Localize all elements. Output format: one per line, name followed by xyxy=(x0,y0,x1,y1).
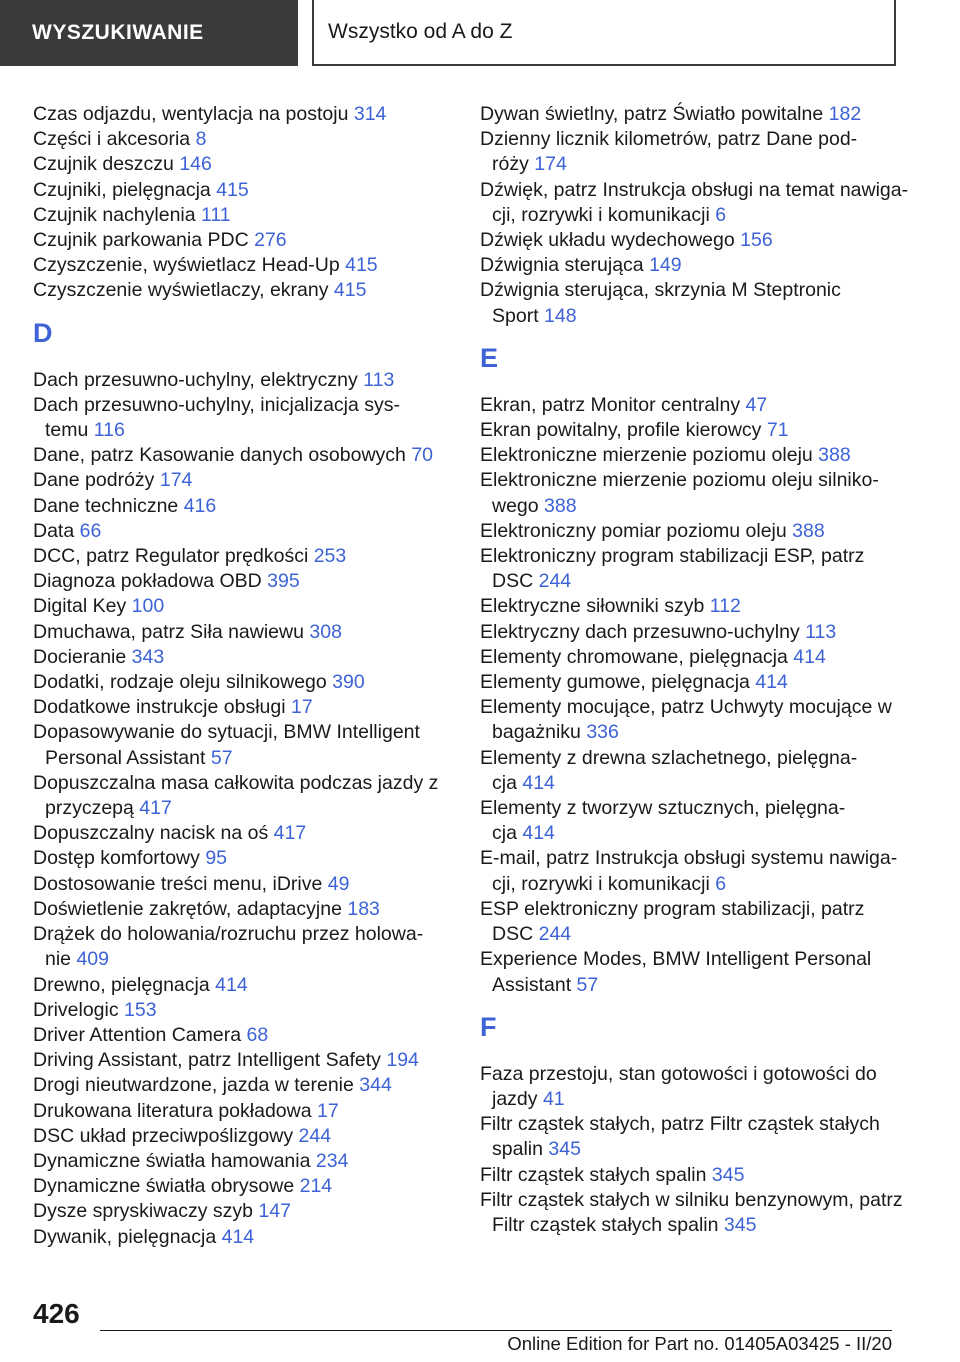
index-entry xyxy=(480,620,900,645)
page-link[interactable]: 6 xyxy=(715,872,727,895)
index-entry xyxy=(33,1073,443,1098)
index-column-right xyxy=(480,102,909,1238)
index-entry xyxy=(33,695,443,720)
page-link[interactable]: 100 xyxy=(131,595,165,618)
page-link[interactable]: 6 xyxy=(715,203,727,226)
page-link[interactable]: 395 xyxy=(267,570,300,593)
index-entry-text: Elektryczny dach przesuwno-uchylny xyxy=(480,620,800,643)
index-entry xyxy=(480,253,900,278)
index-entry xyxy=(480,418,900,443)
index-entry-text: Experience Modes, BMW Intelligent Personal xyxy=(480,948,872,971)
index-entry-text: Dostosowanie treści menu, iDrive xyxy=(33,872,323,895)
index-entry xyxy=(33,203,443,228)
index-entry-text: Elektroniczny pomiar poziomu oleju xyxy=(480,519,787,542)
page-link[interactable]: 244 xyxy=(298,1124,332,1147)
index-entry-text: Elektroniczne mierzenie poziomu oleju xyxy=(480,444,813,467)
page-link[interactable]: 336 xyxy=(586,721,619,744)
index-entry xyxy=(33,872,443,897)
index-entry xyxy=(33,178,443,203)
page-link[interactable]: 47 xyxy=(745,393,768,416)
page-link[interactable]: 57 xyxy=(210,746,233,769)
index-entry xyxy=(33,846,443,871)
index-entry-text: E-mail, patrz Instrukcja obsługi systemu nawiga- xyxy=(480,847,898,870)
index-entry xyxy=(33,998,443,1023)
page-link[interactable]: 253 xyxy=(313,545,347,568)
page-link[interactable]: 234 xyxy=(315,1149,349,1172)
page-link[interactable]: 66 xyxy=(79,519,102,542)
index-entry xyxy=(480,594,900,619)
index-entry-text: Assistant xyxy=(492,973,572,996)
page-link[interactable]: 49 xyxy=(327,872,350,895)
page-link[interactable]: 415 xyxy=(333,279,367,302)
page-link[interactable]: 68 xyxy=(246,1023,269,1046)
index-entry xyxy=(33,544,443,569)
index-entry xyxy=(33,228,443,253)
index-entry xyxy=(33,1023,443,1048)
index-entry xyxy=(480,278,900,328)
index-entry xyxy=(480,1188,903,1238)
index-entry xyxy=(33,519,443,544)
page-link[interactable]: 345 xyxy=(548,1138,581,1161)
index-entry-text: Ekran powitalny, profile kierowcy xyxy=(480,419,762,442)
page-link[interactable]: 314 xyxy=(353,103,387,125)
index-entry xyxy=(480,468,900,518)
page-link[interactable]: 414 xyxy=(215,973,248,996)
page-link[interactable]: 417 xyxy=(273,822,307,845)
index-entry xyxy=(480,1163,900,1188)
index-entry xyxy=(33,468,443,493)
index-entry-text: DSC układ przeciwpoślizgowy xyxy=(33,1124,294,1147)
index-entry xyxy=(480,695,900,745)
index-entry-text: Docieranie xyxy=(33,645,127,668)
page-link[interactable]: 415 xyxy=(345,254,378,277)
index-entry xyxy=(33,1048,443,1073)
index-entry xyxy=(33,771,443,821)
index-entry xyxy=(33,368,443,393)
index-entry-text: Elementy mocujące, patrz Uchwyty mocujące w xyxy=(480,696,892,719)
page-link[interactable]: 276 xyxy=(254,229,287,252)
index-entry xyxy=(33,670,443,695)
index-entry xyxy=(480,443,900,468)
page-link[interactable]: 308 xyxy=(309,620,342,643)
page-link[interactable]: 414 xyxy=(522,771,555,794)
page-link[interactable]: 71 xyxy=(766,419,789,442)
index-entry-text: Digital Key xyxy=(33,595,127,618)
index-entry-text: Elektryczne siłowniki szyb xyxy=(480,595,705,618)
index-entry-text: Dostęp komfortowy xyxy=(33,847,200,870)
index-entry-text: nie xyxy=(45,948,72,971)
index-entry-text: Dywanik, pielęgnacja xyxy=(33,1225,217,1248)
index-entry-text: Sport xyxy=(492,304,539,327)
index-entry-text: bagażniku xyxy=(492,721,581,744)
index-entry-text: Czujnik deszczu xyxy=(33,153,174,176)
index-entry xyxy=(480,897,900,947)
index-entry-text: temu xyxy=(45,419,89,442)
index-entry-text: jazdy xyxy=(492,1087,538,1110)
index-entry-text: Części i akcesoria xyxy=(33,128,191,151)
index-entry xyxy=(33,393,443,443)
index-entry-text: Elementy chromowane, pielęgnacja xyxy=(480,645,788,668)
page-link[interactable]: 17 xyxy=(290,696,313,719)
index-entry-text: Elektroniczny program stabilizacji ESP, patrz xyxy=(480,545,865,568)
index-entry-text: Dywan świetlny, patrz Światło powitalne xyxy=(480,103,824,125)
index-entry-text: DCC, patrz Regulator prędkości xyxy=(33,545,309,568)
index-entry-text: Dźwięk układu wydechowego xyxy=(480,229,735,252)
index-entry-text: róży xyxy=(492,153,529,176)
index-entry xyxy=(480,947,900,997)
index-entry xyxy=(33,1199,443,1224)
page-link[interactable]: 414 xyxy=(221,1225,255,1248)
index-entry xyxy=(33,594,443,619)
index-entry-text: Dopuszczalny nacisk na oś xyxy=(33,822,269,845)
index-entry-text: Czyszczenie wyświetlaczy, ekrany xyxy=(33,279,329,302)
page-link[interactable]: 70 xyxy=(411,444,434,467)
page-link[interactable]: 147 xyxy=(258,1200,291,1223)
chapter-title: Wszystko od A do Z xyxy=(312,0,896,66)
index-entry xyxy=(33,645,443,670)
index-entry xyxy=(480,1062,900,1112)
page-link[interactable]: 146 xyxy=(179,153,212,176)
page-link[interactable]: 113 xyxy=(363,368,395,391)
page-link[interactable]: 112 xyxy=(709,595,741,618)
page-link[interactable]: 414 xyxy=(755,671,788,694)
index-entry xyxy=(33,922,443,972)
index-entry xyxy=(33,1225,443,1250)
index-entry-text: ESP elektroniczny program stabilizacji, patrz xyxy=(480,897,865,920)
page-link[interactable]: 416 xyxy=(183,494,217,517)
index-entry-text: Filtr cząstek stałych spalin xyxy=(492,1213,719,1236)
index-entry xyxy=(33,720,443,770)
page-link[interactable]: 388 xyxy=(544,494,577,517)
page-header xyxy=(0,0,960,66)
index-entry xyxy=(33,1149,443,1174)
index-entry xyxy=(33,443,443,468)
page-link[interactable]: 414 xyxy=(522,822,555,845)
index-entry xyxy=(480,645,900,670)
index-entry xyxy=(480,846,900,896)
index-entry xyxy=(480,102,900,127)
page-link[interactable]: 174 xyxy=(534,153,567,176)
index-entry-text: Driving Assistant, patrz Intelligent Safety xyxy=(33,1049,381,1072)
index-entry-text: cji, rozrywki i komunikacji xyxy=(492,872,710,895)
page-link[interactable]: 345 xyxy=(723,1213,757,1236)
page-link[interactable]: 111 xyxy=(201,203,231,226)
page-link[interactable]: 116 xyxy=(93,419,125,442)
index-entry-text: Elementy z tworzyw sztucznych, pielęgna- xyxy=(480,797,846,820)
index-entry-text: DSC xyxy=(492,923,534,946)
index-entry-text: Czujniki, pielęgnacja xyxy=(33,178,211,201)
index-entry-text: Dopuszczalna masa całkowita podczas jazdy z xyxy=(33,771,439,794)
index-entry xyxy=(33,152,443,177)
page-link[interactable]: 244 xyxy=(538,923,572,946)
page-link[interactable]: 344 xyxy=(359,1074,392,1097)
index-entry xyxy=(480,796,900,846)
index-entry xyxy=(33,897,443,922)
index-entry xyxy=(480,1112,900,1162)
index-entry-text: Drukowana literatura pokładowa xyxy=(33,1099,312,1122)
index-entry-text: Filtr cząstek stałych, patrz Filtr cząstek stałych xyxy=(480,1113,880,1136)
page-link[interactable]: 414 xyxy=(793,645,826,668)
index-entry-text: cji, rozrywki i komunikacji xyxy=(492,203,710,226)
index-entry-text: Czyszczenie, wyświetlacz Head-Up xyxy=(33,254,340,277)
index-entry-text: Czujnik parkowania PDC xyxy=(33,229,249,252)
index-column-left xyxy=(33,102,443,1250)
index-entry-text: Data xyxy=(33,519,75,542)
edition-note: Online Edition for Part no. 01405A03425 - II/20 xyxy=(507,1333,892,1354)
index-entry-text: Personal Assistant xyxy=(45,746,206,769)
index-entry-text: Filtr cząstek stałych spalin xyxy=(480,1163,707,1186)
index-entry-text: spalin xyxy=(492,1138,543,1161)
page-link[interactable]: 345 xyxy=(711,1163,745,1186)
page-link[interactable]: 17 xyxy=(317,1099,339,1122)
index-entry xyxy=(480,519,900,544)
page-link[interactable]: 194 xyxy=(386,1049,419,1072)
index-entry xyxy=(33,569,443,594)
index-entry-text: Dysze spryskiwaczy szyb xyxy=(33,1200,253,1223)
index-entry-text: cja xyxy=(492,771,517,794)
footer-divider xyxy=(100,1330,892,1331)
page-link[interactable]: 244 xyxy=(538,570,572,593)
index-entry-text: Drogi nieutwardzone, jazda w terenie xyxy=(33,1074,354,1097)
page-link[interactable]: 388 xyxy=(792,519,825,542)
index-entry-text: Dane, patrz Kasowanie danych osobowych xyxy=(33,444,406,467)
index-entry-text: Faza przestoju, stan gotowości i gotowości do xyxy=(480,1062,877,1085)
page-link[interactable]: 57 xyxy=(576,973,599,996)
index-entry-text: wego xyxy=(492,494,539,517)
page-link[interactable]: 343 xyxy=(131,645,165,668)
page-link[interactable]: 214 xyxy=(299,1175,333,1198)
index-letter-heading: D xyxy=(33,317,53,348)
index-entry-text: Dopasowywanie do sytuacji, BMW Intelligent xyxy=(33,721,420,744)
page-link[interactable]: 415 xyxy=(216,178,249,201)
index-entry-text: Dane techniczne xyxy=(33,494,179,517)
index-entry-text: Dźwięk, patrz Instrukcja obsługi na temat nawiga- xyxy=(480,178,909,201)
index-entry xyxy=(480,127,900,177)
index-entry-text: Driver Attention Camera xyxy=(33,1023,242,1046)
index-entry xyxy=(480,670,900,695)
index-entry-text: Czas odjazdu, wentylacja na postoju xyxy=(33,103,349,125)
index-entry-text: przyczepą xyxy=(45,797,134,820)
index-entry-text: Dynamiczne światła obrysowe xyxy=(33,1175,295,1198)
page-link[interactable]: 148 xyxy=(544,304,577,327)
page-link[interactable]: 8 xyxy=(195,128,207,151)
page-link[interactable]: 182 xyxy=(828,103,862,125)
page-link[interactable]: 409 xyxy=(76,948,109,971)
index-entry xyxy=(480,746,900,796)
index-entry xyxy=(33,494,443,519)
index-entry-text: Dodatki, rodzaje oleju silnikowego xyxy=(33,671,327,694)
index-entry xyxy=(480,393,900,418)
index-entry xyxy=(33,127,443,152)
index-entry xyxy=(480,544,900,594)
index-entry-text: Dźwignia sterująca, skrzynia M Steptronic xyxy=(480,279,841,302)
index-entry-text: Dane podróży xyxy=(33,469,155,492)
index-entry xyxy=(33,1099,443,1124)
index-entry-text: Dach przesuwno-uchylny, elektryczny xyxy=(33,368,358,391)
index-entry xyxy=(480,178,909,228)
index-entry-text: Dach przesuwno-uchylny, inicjalizacja sys- xyxy=(33,393,401,416)
index-entry-text: Dynamiczne światła hamowania xyxy=(33,1149,311,1172)
page-link[interactable]: 417 xyxy=(139,797,172,820)
page-link[interactable]: 388 xyxy=(818,444,851,467)
index-entry-text: Dmuchawa, patrz Siła nawiewu xyxy=(33,620,304,643)
page-link[interactable]: 113 xyxy=(805,620,837,643)
index-entry xyxy=(33,821,443,846)
page-link[interactable]: 174 xyxy=(159,469,193,492)
index-entry-text: Doświetlenie zakrętów, adaptacyjne xyxy=(33,897,342,920)
page-link[interactable]: 41 xyxy=(542,1087,565,1110)
page-link[interactable]: 390 xyxy=(332,671,365,694)
page-link[interactable]: 183 xyxy=(347,897,380,920)
index-entry-text: Elektroniczne mierzenie poziomu oleju silniko- xyxy=(480,469,879,492)
index-entry-text: Czujnik nachylenia xyxy=(33,203,196,226)
index-entry xyxy=(33,253,443,278)
index-entry-text: Drążek do holowania/rozruchu przez holowa- xyxy=(33,923,424,946)
index-entry xyxy=(33,102,443,127)
index-entry-text: Diagnoza pokładowa OBD xyxy=(33,570,262,593)
page-link[interactable]: 153 xyxy=(124,998,157,1021)
page-link[interactable]: 149 xyxy=(649,254,682,277)
section-tab[interactable]: WYSZUKIWANIE xyxy=(0,0,298,66)
index-entry-text: Elementy gumowe, pielęgnacja xyxy=(480,671,750,694)
page-link[interactable]: 156 xyxy=(740,229,773,252)
index-entry-text: Dźwignia sterująca xyxy=(480,254,644,277)
index-entry-text: Dodatkowe instrukcje obsługi xyxy=(33,696,286,719)
index-entry xyxy=(33,278,443,303)
index-letter-heading: E xyxy=(480,342,499,373)
index-entry xyxy=(480,228,900,253)
index-entry-text: Filtr cząstek stałych w silniku benzynowym, patrz xyxy=(480,1188,903,1211)
page-link[interactable]: 95 xyxy=(205,847,228,870)
index-entry-text: cja xyxy=(492,822,517,845)
index-entry-text: Drewno, pielęgnacja xyxy=(33,973,210,996)
index-entry-text: Drivelogic xyxy=(33,998,119,1021)
index-entry xyxy=(33,620,443,645)
index-letter-heading: F xyxy=(480,1011,497,1042)
index-entry-text: Elementy z drewna szlachetnego, pielęgna- xyxy=(480,746,858,769)
index-entry xyxy=(33,1174,443,1199)
index-entry-text: Dzienny licznik kilometrów, patrz Dane pod- xyxy=(480,128,858,151)
index-entry xyxy=(33,973,443,998)
index-entry-text: Ekran, patrz Monitor centralny xyxy=(480,393,741,416)
index-entry xyxy=(33,1124,443,1149)
page-number: 426 xyxy=(33,1298,80,1329)
index-entry-text: DSC xyxy=(492,570,534,593)
